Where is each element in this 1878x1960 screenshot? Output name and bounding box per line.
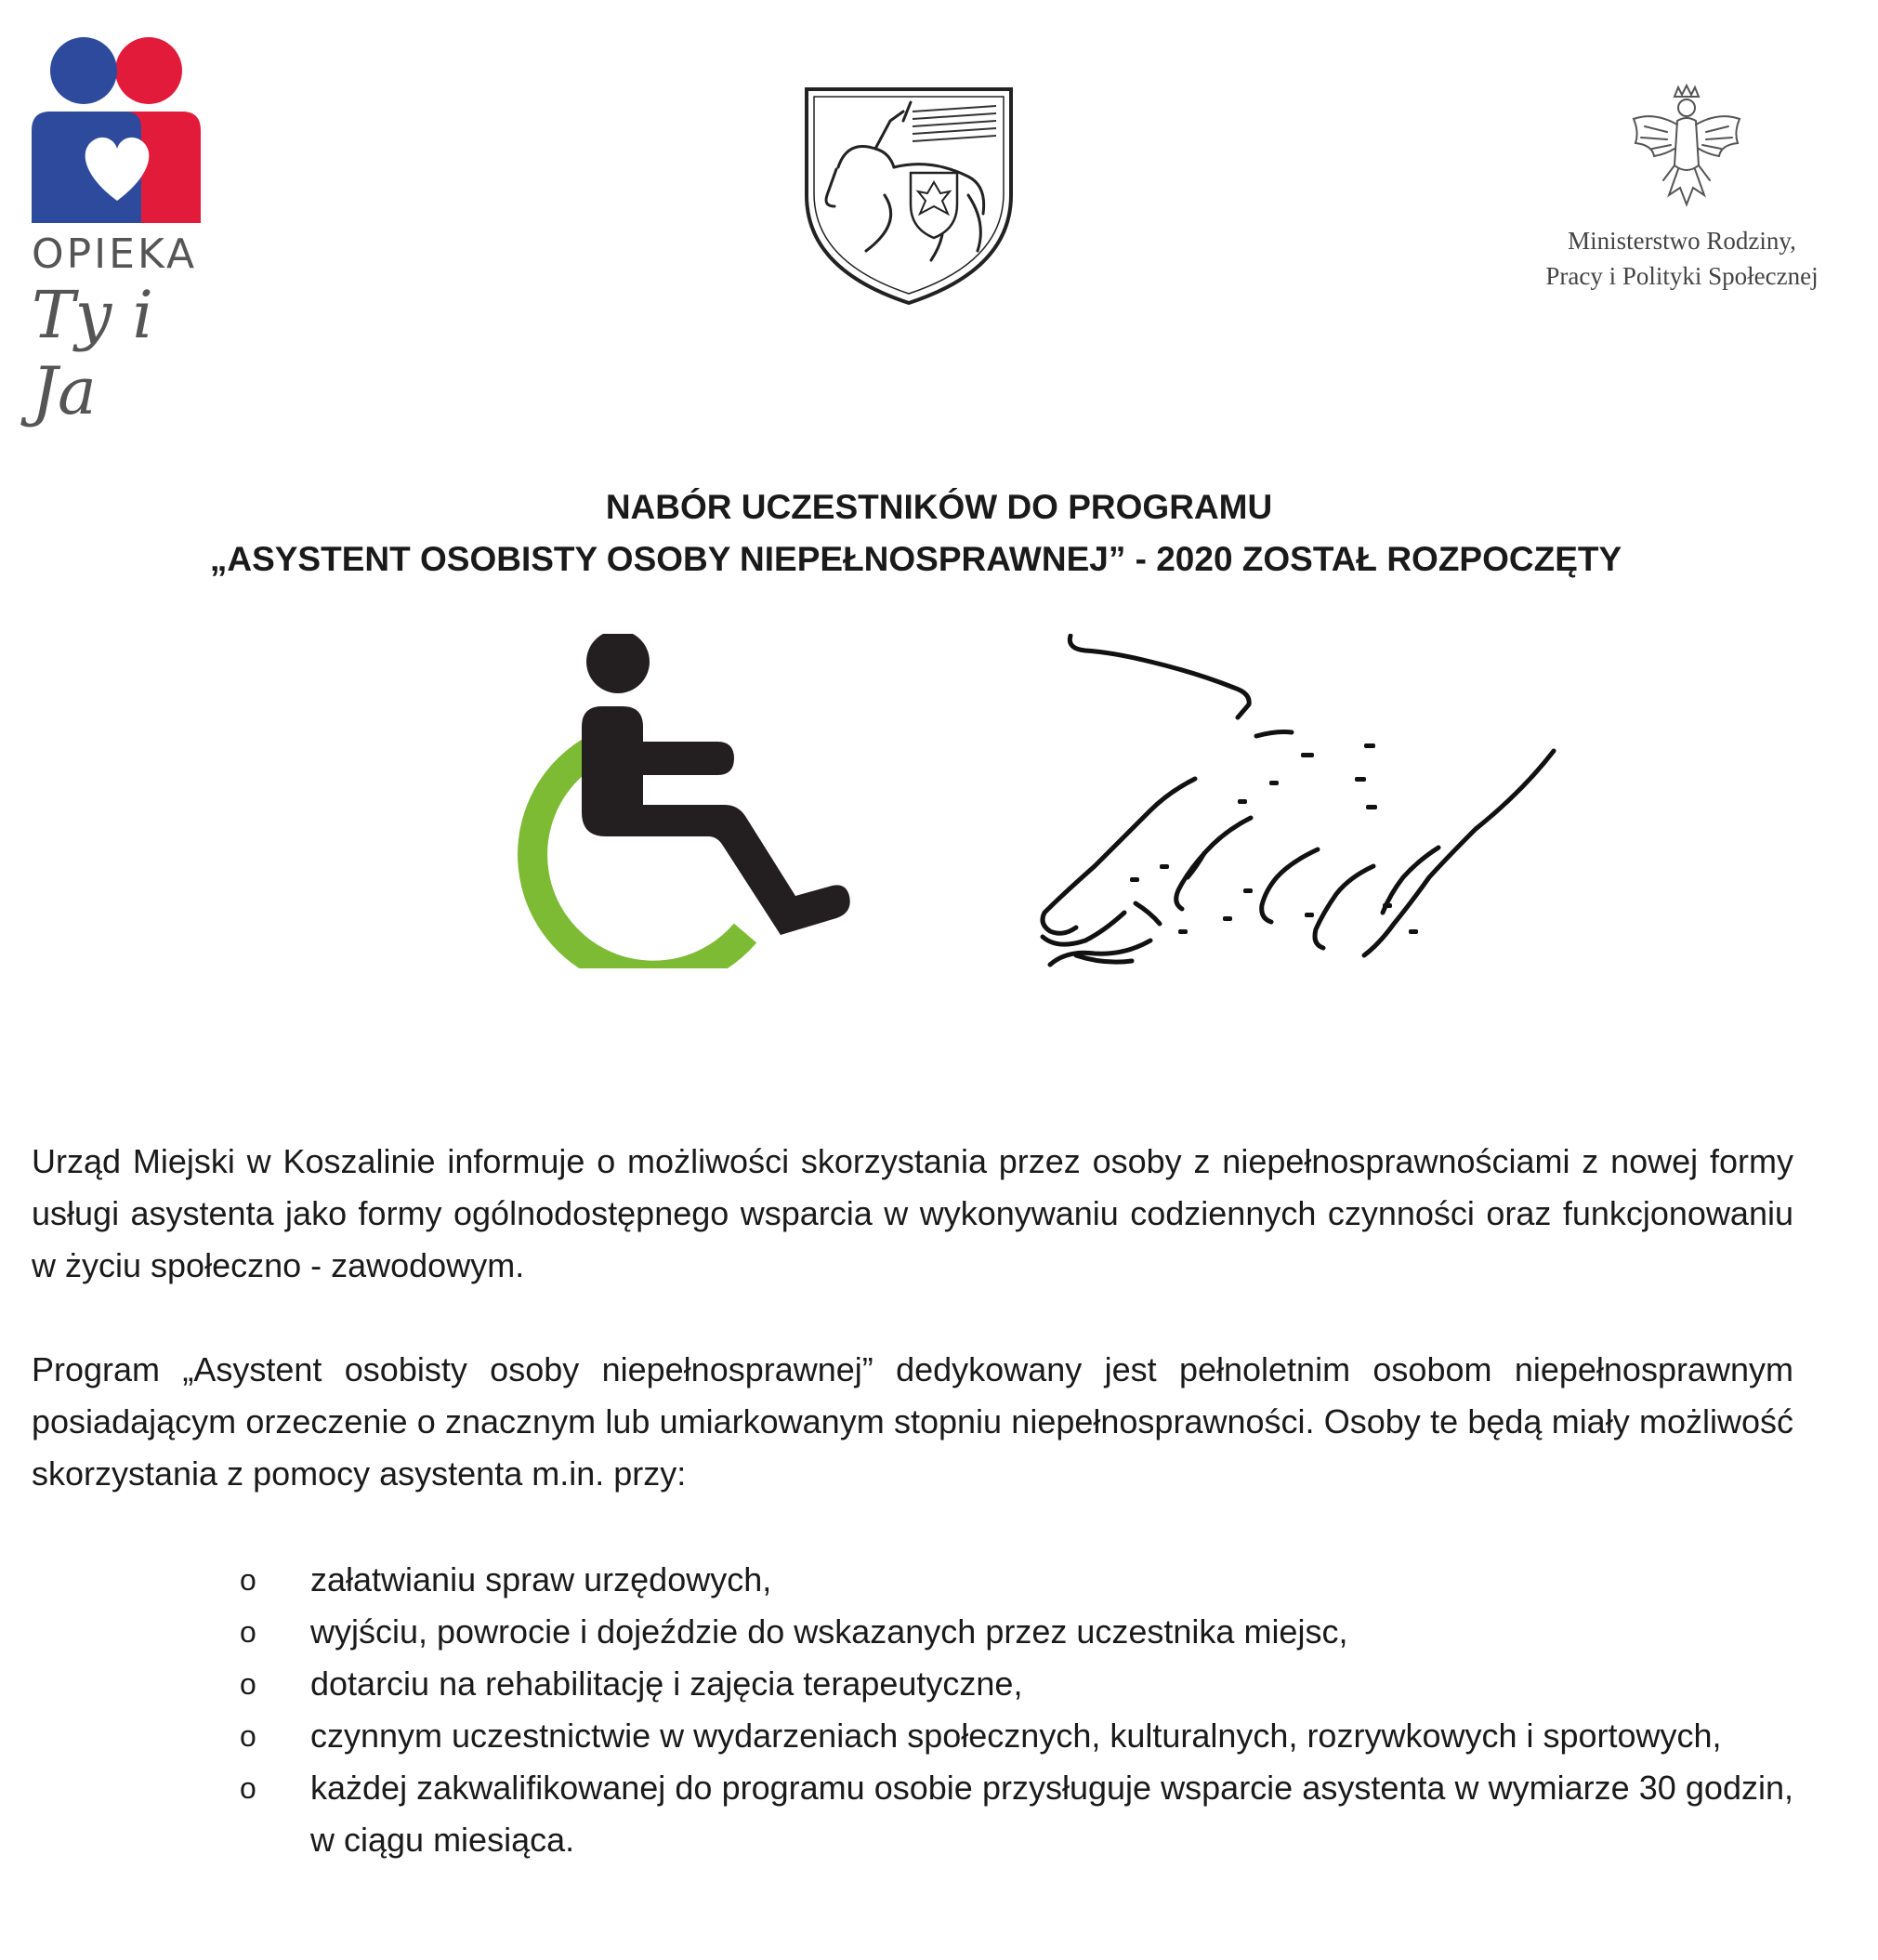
list-bullet: o <box>240 1667 256 1701</box>
title-line2: „ASYSTENT OSOBISTY OSOBY NIEPEŁNOSPRAWNEJ” - 2020 ZOSTAŁ ROZPOCZĘTY <box>209 540 1622 578</box>
assistance-list <box>240 1554 1793 1866</box>
paragraph-program: Program „Asystent osobisty osoby niepełnosprawnej” dedykowany jest pełnoletnim osobom niepełnosprawnym posiadającym orzeczenie o znacznym lub umiarkowanym stopniu niepełnosprawności. Osoby te będą miały możliwość skorzystania z pomocy asystenta m.in. przy: <box>32 1350 1793 1493</box>
list-item-text: każdej zakwalifikowanej do programu osobie przysługuje wsparcie asystenta w wymiarze 30 godzin, w ciągu miesiąca. <box>310 1769 1793 1859</box>
ministry-name-line1: Ministerstwo Rodziny, <box>1568 227 1796 255</box>
paragraph-intro: Urząd Miejski w Koszalinie informuje o możliwości skorzystania przez osoby z niepełnosprawnościami z nowej formy usługi asystenta jako formy ogólnodostępnego wsparcia w wykonywaniu codziennych czynności oraz funkcjonowaniu w życiu społeczno - zawodowym. <box>32 1142 1793 1284</box>
list-bullet: o <box>240 1719 256 1753</box>
opieka-logo <box>26 35 212 429</box>
hand-icon <box>1039 634 1559 968</box>
list-item-text: czynnym uczestnictwie w wydarzeniach społecznych, kulturalnych, rozrywkowych i sportowych, <box>310 1717 1722 1755</box>
page-title <box>0 481 1878 585</box>
list-bullet: o <box>240 1771 256 1805</box>
list-bullet: o <box>240 1563 256 1597</box>
list-item-text: wyjściu, powrocie i dojeździe do wskazanych przez uczestnika miejsc, <box>310 1612 1348 1651</box>
ministry-name-line2: Pracy i Polityki Społecznej <box>1545 262 1819 290</box>
coat-of-arms-icon <box>801 84 1017 307</box>
list-item-text: dotarciu na rehabilitację i zajęcia terapeutyczne, <box>310 1664 1023 1703</box>
opieka-figures-icon <box>26 35 212 230</box>
ministry-logo <box>1524 84 1840 307</box>
list-item <box>240 1658 1793 1710</box>
list-item-text: załatwianiu spraw urzędowych, <box>310 1560 772 1598</box>
list-item <box>240 1762 1793 1866</box>
list-item <box>240 1710 1793 1762</box>
white-eagle-icon <box>1626 84 1747 214</box>
wheelchair-icon <box>502 634 855 968</box>
opieka-logo-tagline: Ty i Ja <box>32 277 153 429</box>
list-item <box>240 1606 1793 1658</box>
list-bullet: o <box>240 1615 256 1649</box>
title-line1: NABÓR UCZESTNIKÓW DO PROGRAMU <box>605 488 1273 526</box>
list-item <box>240 1554 1793 1606</box>
opieka-logo-word: OPIEKA <box>32 230 198 278</box>
